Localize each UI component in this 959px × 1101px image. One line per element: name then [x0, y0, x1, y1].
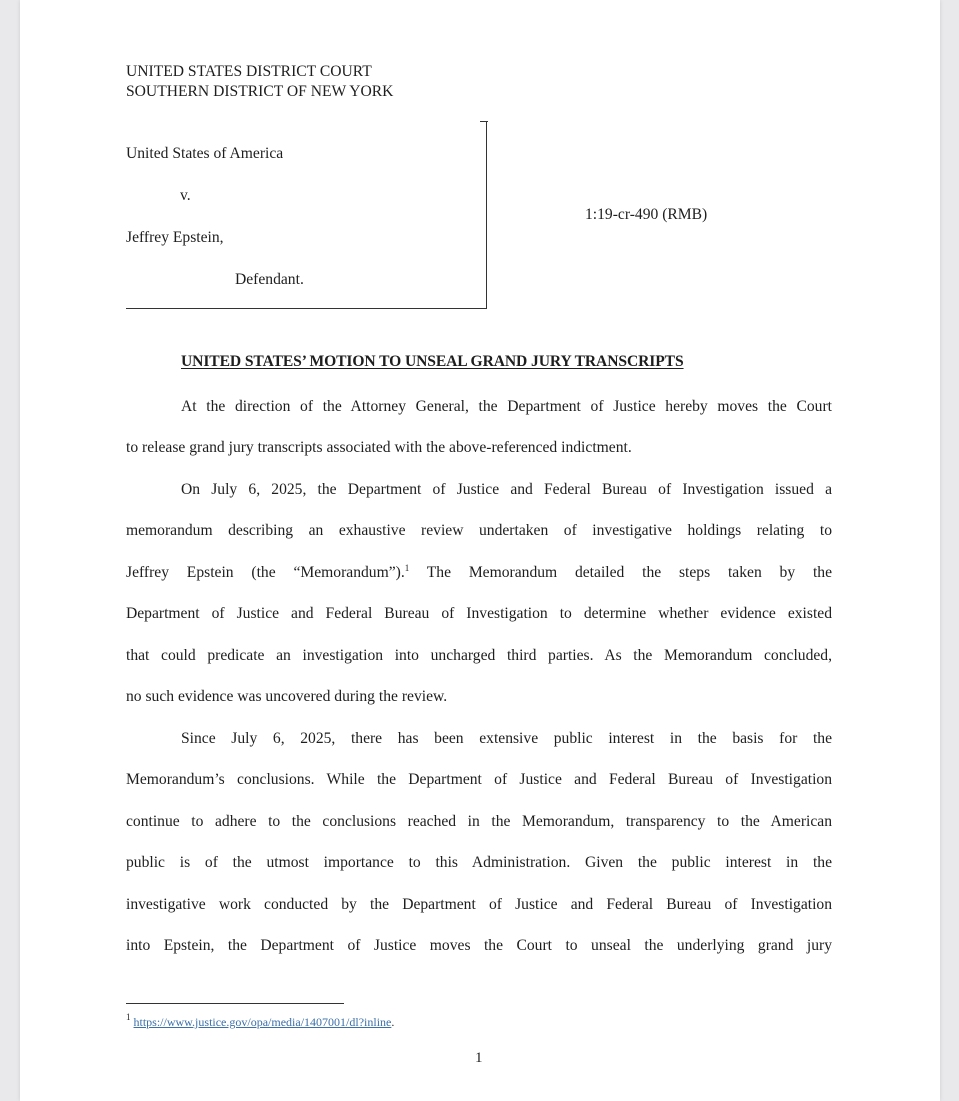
- body-line-with-footnote: [126, 563, 832, 583]
- footnote-reference: 1: [404, 563, 410, 573]
- court-name: UNITED STATES DISTRICT COURT: [126, 63, 372, 80]
- body-line: to release grand jury transcripts associated with the above-referenced indictment.: [126, 439, 632, 456]
- motion-title: UNITED STATES’ MOTION TO UNSEAL GRAND JURY TRANSCRIPTS: [181, 353, 684, 370]
- body-line: that could predicate an investigation into uncharged third parties. As the Memorandum concluded,: [126, 647, 832, 664]
- footnote-trailing: .: [391, 1015, 395, 1029]
- caption-defendant-name: Jeffrey Epstein,: [126, 229, 224, 246]
- body-text-segment: The Memorandum detailed the steps taken by the: [426, 564, 833, 581]
- footnote-separator: [126, 1003, 344, 1004]
- body-line: into Epstein, the Department of Justice moves the Court to unseal the underlying grand jury: [126, 937, 832, 954]
- body-line: Department of Justice and Federal Bureau of Investigation to determine whether evidence existed: [126, 605, 832, 622]
- body-line: continue to adhere to the conclusions reached in the Memorandum, transparency to the American: [126, 813, 832, 830]
- body-line: memorandum describing an exhaustive review undertaken of investigative holdings relating to: [126, 522, 832, 539]
- court-district: SOUTHERN DISTRICT OF NEW YORK: [126, 83, 394, 100]
- caption-plaintiff: United States of America: [126, 145, 284, 162]
- body-line: At the direction of the Attorney General, the Department of Justice hereby moves the Court: [181, 398, 832, 415]
- body-line: On July 6, 2025, the Department of Justice and Federal Bureau of Investigation issued a: [181, 481, 832, 498]
- page-number: 1: [475, 1050, 483, 1066]
- document-page: [20, 0, 940, 1101]
- body-line: investigative work conducted by the Department of Justice and Federal Bureau of Investigation: [126, 896, 832, 913]
- caption-top-rule: [480, 121, 488, 122]
- body-line: public is of the utmost importance to this Administration. Given the public interest in the: [126, 854, 832, 871]
- caption-versus: v.: [180, 187, 191, 204]
- footnote: [126, 1012, 395, 1030]
- body-line: Memorandum’s conclusions. While the Department of Justice and Federal Bureau of Investigation: [126, 771, 832, 788]
- case-number: 1:19-cr-490 (RMB): [585, 206, 708, 223]
- footnote-marker: 1: [126, 1012, 131, 1022]
- body-text-segment: Jeffrey Epstein (the “Memorandum”).: [126, 564, 405, 581]
- caption-defendant-role: Defendant.: [235, 271, 304, 288]
- body-line: Since July 6, 2025, there has been extensive public interest in the basis for the: [181, 730, 832, 747]
- footnote-link[interactable]: https://www.justice.gov/opa/media/1407001/dl?inline: [133, 1015, 392, 1029]
- body-line: no such evidence was uncovered during the review.: [126, 688, 448, 705]
